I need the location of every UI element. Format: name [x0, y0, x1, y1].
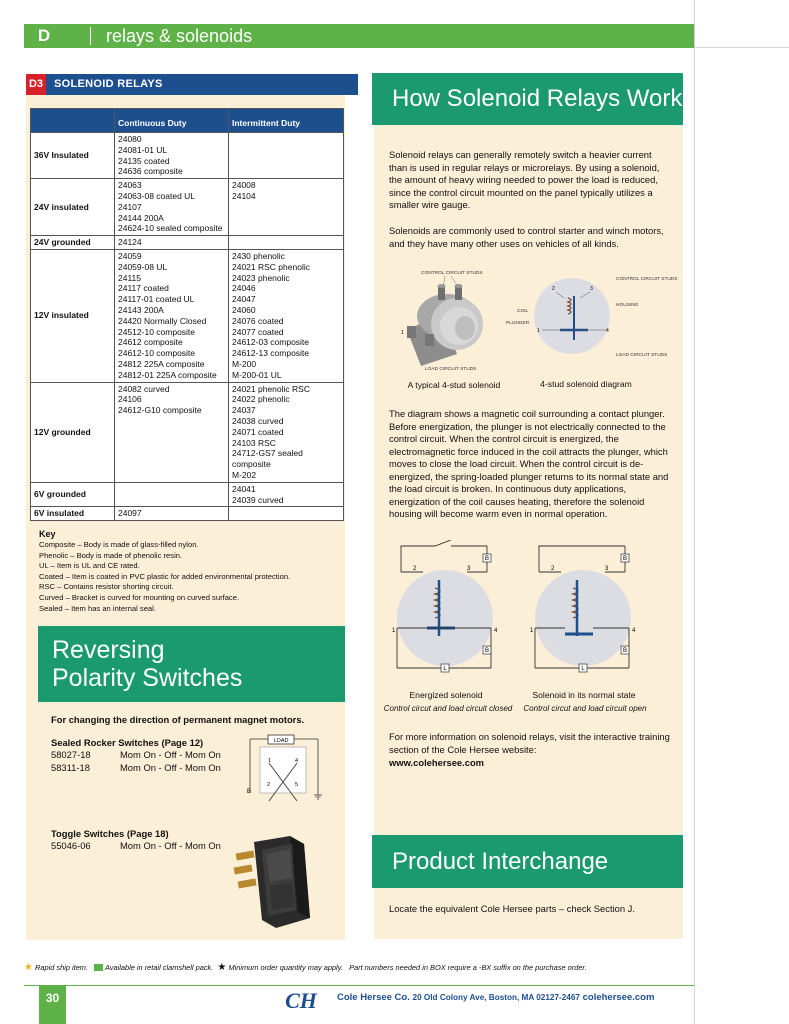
star-icon: ★ — [24, 962, 33, 973]
voltage-group-cell: 24V insulated — [31, 179, 115, 236]
list-item — [51, 840, 221, 852]
energized-caption: Energized solenoid — [409, 690, 483, 700]
reversing-title-line2: Polarity Switches — [52, 664, 243, 692]
voltage-group-cell: 12V grounded — [31, 382, 115, 482]
term-3b: 3 — [605, 566, 609, 572]
part-number: 24021 phenolic RSC — [232, 383, 310, 394]
table-header-continuous: Continuous Duty — [115, 109, 229, 133]
part-number: 24115 — [118, 272, 142, 283]
part-number: M-200-01 UL — [232, 369, 282, 380]
part-number: 24103 RSC — [232, 437, 276, 448]
diagram-terminal-2: 2 — [267, 782, 271, 788]
list-item — [51, 762, 221, 774]
battery-label-normal: B — [622, 556, 628, 562]
battery-label-normal-2: B — [622, 648, 628, 654]
rocker-switch-wiring-diagram — [242, 733, 326, 811]
load-circuit-studs-label: LOAD CIRCUIT STUDS — [425, 367, 477, 372]
intermittent-duty-cell — [229, 249, 344, 382]
part-number: 24612-13 composite — [232, 348, 310, 359]
rocker-switch-image — [232, 832, 328, 932]
coil-label: COIL — [517, 309, 529, 314]
part-number: 24420 Normally Closed — [118, 315, 207, 326]
subsection-tag: D3 — [26, 74, 46, 95]
part-number: 24117-01 coated UL — [118, 294, 195, 305]
part-number: M-202 — [232, 469, 257, 480]
diagram-terminal-3-small: 3 — [590, 286, 593, 292]
table-row — [31, 249, 344, 382]
part-number: 24097 — [118, 508, 142, 519]
box-suffix-note: Part numbers needed in BOX require a -BX suffix on the purchase order. — [349, 963, 587, 972]
part-number: 24812 225A composite — [118, 358, 205, 369]
table-header-row — [31, 109, 344, 133]
photo-terminal-1: 1 — [401, 330, 404, 336]
header-separator — [90, 27, 91, 45]
four-stud-solenoid-photo — [395, 268, 515, 376]
voltage-group-cell: 12V insulated — [31, 249, 115, 382]
diagram-terminal-1: 1 — [268, 758, 272, 764]
plunger-label: PLUNGER — [506, 321, 530, 326]
website-link[interactable]: www.colehersee.com — [389, 757, 485, 768]
part-description: Mom On - Off - Mom On — [120, 749, 221, 761]
section-header-band — [24, 24, 694, 48]
part-number: 24082 curved — [118, 383, 170, 394]
company-name: Cole Hersee Co. — [337, 992, 410, 1003]
term-2: 2 — [413, 566, 417, 572]
rapid-ship-note: Rapid ship item. — [35, 963, 89, 972]
part-number: 58311-18 — [51, 761, 90, 773]
table-row — [31, 507, 344, 521]
key-item: Curved – Bracket is curved for mounting on curved surface. — [39, 592, 240, 602]
part-number: 24039 curved — [232, 494, 284, 505]
toggle-switches-title: Toggle Switches (Page 18) — [51, 828, 169, 839]
retail-pack-note: Available in retail clamshell pack. — [104, 963, 214, 972]
part-number: 58027-18 — [51, 749, 91, 761]
table-header-intermittent: Intermittent Duty — [229, 109, 344, 133]
term-4b: 4 — [632, 628, 636, 634]
part-number: 24143 200A — [118, 304, 164, 315]
part-number: 24063 — [118, 180, 142, 191]
part-number: 24135 coated — [118, 155, 170, 166]
four-stud-solenoid-diagram — [502, 270, 684, 370]
voltage-group-cell: 24V grounded — [31, 236, 115, 250]
part-number: 24060 — [232, 304, 256, 315]
part-number: 24612-G10 composite — [118, 405, 202, 416]
part-number: 24124 — [118, 237, 142, 248]
continuous-duty-cell — [115, 236, 229, 250]
part-number: 24106 — [118, 394, 142, 405]
normal-state-solenoid-diagram — [521, 540, 645, 680]
load-label-energized: L — [443, 666, 447, 672]
part-number: 24008 — [232, 180, 256, 191]
part-number: 24023 phenolic — [232, 272, 290, 283]
intro-paragraph-1: Solenoid relays can generally remotely switch a heavier current than is used in regular relays or microrelays. By using a solenoid, the amount of heavy wiring needed to power the load is reduced, since the control circuit mounted on the panel typically utilizes a smaller wire gauge. — [389, 149, 660, 210]
product-interchange-text: Locate the equivalent Cole Hersee parts – check Section J. — [389, 903, 635, 914]
part-number: 24071 coated — [232, 426, 284, 437]
part-number: 24624-10 sealed composite — [118, 223, 223, 234]
part-number: 55046-06 — [51, 840, 91, 852]
solenoid-relays-table — [30, 108, 344, 521]
part-number: 2430 phenolic — [232, 250, 285, 261]
part-number: 24038 curved — [232, 415, 284, 426]
normal-state-caption: Solenoid in its normal state — [532, 690, 636, 700]
part-number: 24612 composite — [118, 337, 183, 348]
part-number: 24712-GS7 sealed composite — [232, 448, 303, 470]
voltage-group-cell: 6V insulated — [31, 507, 115, 521]
photo-caption: A typical 4-stud solenoid — [407, 380, 501, 390]
key-item: Composite – Body is made of glass-filled nylon. — [39, 540, 199, 549]
load-label-normal: L — [581, 666, 585, 672]
part-number: 24080 — [118, 134, 142, 144]
part-number: 24107 — [118, 201, 142, 212]
key-title: Key — [39, 529, 56, 539]
footer-rule — [24, 985, 694, 986]
part-number: 24047 — [232, 294, 256, 305]
key-legend — [39, 528, 290, 614]
term-1b: 1 — [530, 628, 534, 634]
retail-pack-icon — [94, 964, 103, 971]
intermittent-duty-cell — [229, 507, 344, 521]
minimum-order-note: Minimum order quantity may apply. — [228, 963, 343, 972]
page-margin-line-top — [694, 47, 789, 48]
company-line — [337, 992, 654, 1003]
part-number: 24612-03 composite — [232, 337, 310, 348]
normal-state-subcaption: Control circut and load circuit open — [523, 704, 647, 713]
list-item — [51, 749, 221, 761]
intermittent-duty-cell — [229, 133, 344, 179]
intermittent-duty-cell — [229, 482, 344, 507]
part-number: 24104 — [232, 190, 256, 201]
reversing-subtitle: For changing the direction of permanent magnet motors. — [51, 714, 305, 725]
part-number: 24021 RSC phenolic — [232, 261, 310, 272]
control-circuit-studs-label: CONTROL CIRCUIT STUDS — [421, 271, 483, 276]
toggle-switches-list — [51, 828, 221, 853]
part-number: 24512-10 composite — [118, 326, 196, 337]
footer-notes — [24, 962, 587, 973]
term-1: 1 — [392, 628, 396, 634]
explanation-paragraph: The diagram shows a magnetic coil surrounding a contact plunger. Before energization, the plunger is not electrically connected to the control circuit. When the control circuit is energized, the electromagnetic force induced in the coil attracts the plunger, which moves to close the load circuit. When the control circuit is de-energized, the spring-loaded plunger returns to its normal state and the load circuit is broken. In continuous duty applications, energization of the coil causes heating, therefore the solenoid housing will become warm even in normal operation. — [389, 408, 669, 519]
more-info-text: For more information on solenoid relays, visit the interactive training section of the Cole Hersee website: — [389, 731, 670, 755]
company-address: 20 Old Colony Ave, Boston, MA 02127-2467 — [412, 993, 580, 1002]
diagram-battery-label: B — [247, 789, 252, 795]
company-site[interactable]: colehersee.com — [582, 992, 655, 1003]
energized-subcaption: Control circut and load circuit closed — [383, 704, 513, 713]
intermittent-duty-cell — [229, 179, 344, 236]
voltage-group-cell: 36V Insulated — [31, 133, 115, 179]
part-number: 24063-08 coated UL — [118, 190, 196, 201]
key-item: Sealed – Item has an internal seal. — [39, 603, 156, 613]
subsection-title: SOLENOID RELAYS — [54, 78, 163, 90]
voltage-group-cell: 6V grounded — [31, 482, 115, 507]
diagram-terminal-4-small: 4 — [606, 328, 609, 334]
continuous-duty-cell — [115, 133, 229, 179]
key-item: UL – Item is UL and CE rated. — [39, 561, 140, 571]
table-row — [31, 133, 344, 179]
part-number: 24636 composite — [118, 166, 183, 177]
term-2b: 2 — [551, 566, 555, 572]
continuous-duty-cell — [115, 507, 229, 521]
table-row — [31, 179, 344, 236]
intermittent-duty-cell — [229, 382, 344, 482]
energized-solenoid-diagram — [383, 540, 507, 680]
solenoid-relays-header — [26, 74, 358, 95]
continuous-duty-cell — [115, 482, 229, 507]
battery-label-energized: B — [484, 556, 490, 562]
reversing-title-line1: Reversing — [52, 636, 165, 664]
part-number: 24144 200A — [118, 212, 164, 223]
table-row — [31, 236, 344, 250]
section-letter: D — [37, 26, 51, 45]
key-item: Phenolic – Body is made of phenolic resin. — [39, 550, 183, 560]
part-description: Mom On - Off - Mom On — [120, 761, 221, 773]
diagram-terminal-2-small: 2 — [552, 286, 555, 292]
table-row — [31, 482, 344, 507]
part-description: Mom On - Off - Mom On — [120, 840, 221, 852]
continuous-duty-cell — [115, 179, 229, 236]
part-number: M-200 — [232, 358, 257, 369]
sealed-rocker-list — [51, 737, 221, 774]
part-number: 24046 — [232, 283, 256, 294]
page-margin-line — [694, 0, 695, 1024]
part-number: 24117 coated — [118, 283, 169, 294]
how-solenoid-relays-work-title: How Solenoid Relays Work — [372, 73, 683, 125]
table-row — [31, 382, 344, 482]
key-item: RSC – Contains resistor shorting circuit. — [39, 582, 174, 592]
load-circuit-studs-label-right: LOAD CIRCUIT STUDS — [616, 353, 668, 358]
term-4: 4 — [494, 628, 498, 634]
part-number: 24612-10 composite — [118, 348, 196, 359]
continuous-duty-cell — [115, 382, 229, 482]
battery-label-energized-2: B — [484, 648, 490, 654]
part-number: 24076 coated — [232, 315, 284, 326]
part-number: 24812-01 225A composite — [118, 369, 217, 380]
part-number: 24077 coated — [232, 326, 284, 337]
key-item: Coated – Item is coated in PVC plastic for added environmental protection. — [39, 571, 291, 581]
diagram-load-label: LOAD — [273, 738, 289, 744]
diagram-caption: 4-stud solenoid diagram — [540, 379, 632, 389]
section-title: relays & solenoids — [106, 26, 253, 46]
asterisk-star-icon: ★ — [217, 962, 227, 973]
product-interchange-title: Product Interchange — [372, 835, 683, 888]
reversing-polarity-title-box — [38, 626, 345, 702]
part-number: 24037 — [232, 405, 256, 416]
logo-letters: CH — [285, 988, 317, 1013]
term-3: 3 — [467, 566, 471, 572]
part-number: 24081-01 UL — [118, 144, 168, 155]
page-number: 30 — [39, 985, 66, 1024]
continuous-duty-cell — [115, 249, 229, 382]
part-number: 24041 — [232, 483, 256, 494]
control-circuit-studs-label-right: CONTROL CIRCUIT STUDS — [616, 277, 678, 282]
part-number: 24059-08 UL — [118, 261, 168, 272]
diagram-terminal-5: 5 — [295, 782, 299, 788]
sealed-rocker-title: Sealed Rocker Switches (Page 12) — [51, 737, 204, 748]
table-header-group — [31, 109, 115, 133]
diagram-terminal-4: 4 — [295, 758, 299, 764]
part-number: 24059 — [118, 250, 142, 261]
intro-paragraph-2: Solenoids are commonly used to control starter and winch motors, and they have many other uses on vehicles of all kinds. — [389, 225, 664, 249]
diagram-terminal-1-small: 1 — [537, 328, 540, 334]
intermittent-duty-cell — [229, 236, 344, 250]
part-number: 24022 phenolic — [232, 394, 290, 405]
housing-label: HOUSING — [616, 303, 639, 308]
cole-hersee-logo — [278, 987, 324, 1013]
